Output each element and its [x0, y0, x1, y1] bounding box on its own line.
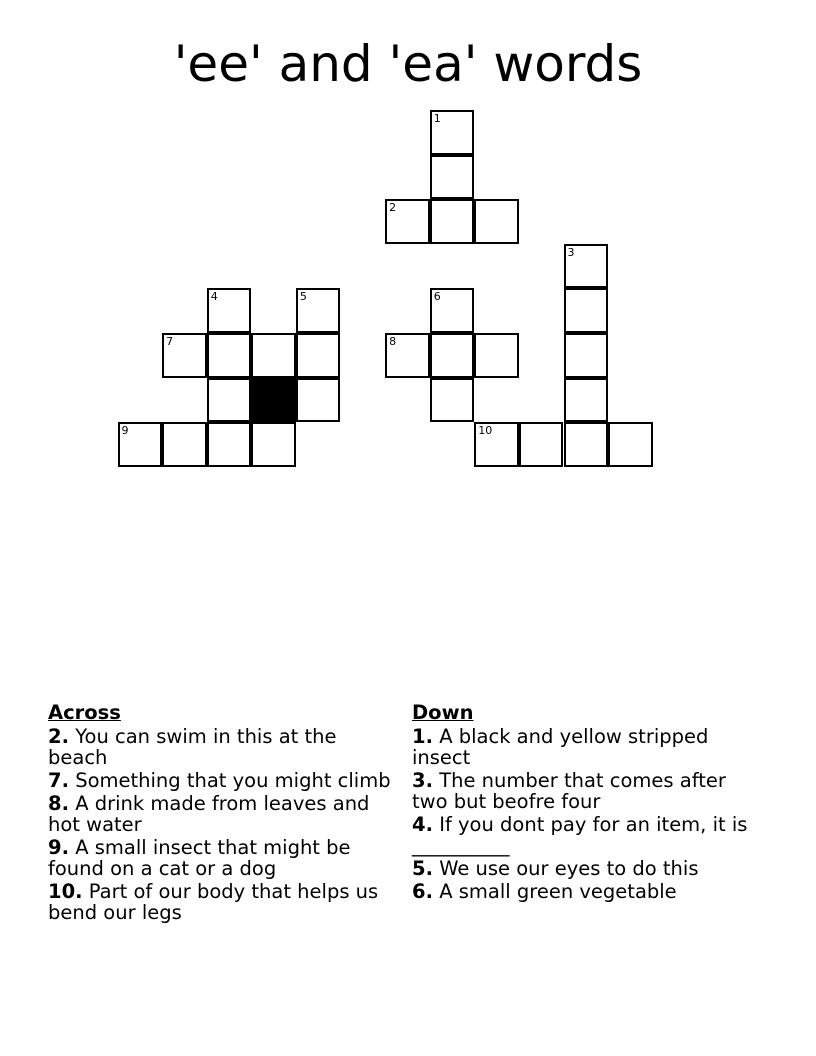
- grid-cell[interactable]: [207, 288, 252, 333]
- across-clues: [48, 702, 393, 925]
- puzzle-title: 'ee' and 'ea' words: [173, 35, 643, 93]
- grid-cell[interactable]: [296, 333, 341, 378]
- clue-number: 8.: [48, 792, 69, 815]
- grid-cell[interactable]: [474, 333, 519, 378]
- grid-block: [251, 378, 296, 423]
- grid-cell[interactable]: [251, 333, 296, 378]
- clue-text: A small insect that might be found on a cat or a dog: [48, 836, 351, 880]
- cell-number: 1: [433, 112, 441, 125]
- clue-number: 10.: [48, 880, 83, 903]
- grid-cell[interactable]: [430, 333, 475, 378]
- grid-cell[interactable]: [430, 378, 475, 423]
- clue-text: A small green vegetable: [439, 880, 677, 903]
- cell-number: 5: [299, 290, 307, 304]
- grid-cell[interactable]: [118, 422, 163, 467]
- grid-cell[interactable]: [385, 199, 430, 244]
- grid-cell[interactable]: [430, 199, 475, 244]
- grid-cell[interactable]: [385, 333, 430, 378]
- clue-across-8: [48, 793, 393, 835]
- clue-down-6: [412, 881, 752, 902]
- down-heading: Down: [412, 701, 474, 724]
- clue-text: The number that comes after two but beofre four: [412, 769, 726, 813]
- clue-number: 4.: [412, 813, 433, 836]
- grid-cell[interactable]: [296, 288, 341, 333]
- grid-cell[interactable]: [162, 422, 207, 467]
- grid-cell[interactable]: [564, 288, 609, 333]
- grid-cell[interactable]: [564, 422, 609, 467]
- clue-text: A drink made from leaves and hot water: [48, 792, 370, 836]
- clue-across-10: [48, 881, 393, 923]
- grid-cell[interactable]: [430, 155, 475, 200]
- clue-down-5: [412, 858, 752, 879]
- grid-cell[interactable]: [162, 333, 207, 378]
- down-clues: [412, 702, 752, 904]
- grid-cell[interactable]: [296, 378, 341, 423]
- crossword-grid: [0, 0, 816, 520]
- cell-number: 8: [389, 335, 397, 348]
- across-heading: Across: [48, 701, 121, 724]
- grid-cell[interactable]: [474, 199, 519, 244]
- clue-text: You can swim in this at the beach: [48, 725, 337, 769]
- clue-number: 6.: [412, 880, 433, 903]
- clue-across-9: [48, 837, 393, 879]
- clue-text: We use our eyes to do this: [439, 857, 699, 880]
- clue-number: 7.: [48, 769, 69, 792]
- clue-across-7: [48, 770, 393, 791]
- grid-cell[interactable]: [474, 422, 519, 467]
- grid-cell[interactable]: [608, 422, 653, 467]
- clue-number: 5.: [412, 857, 433, 880]
- grid-cell[interactable]: [564, 244, 609, 289]
- clue-number: 1.: [412, 725, 433, 748]
- cell-number: 10: [478, 424, 493, 438]
- clue-text: If you dont pay for an item, it is __________: [412, 813, 748, 857]
- clue-number: 2.: [48, 725, 69, 748]
- cell-number: 9: [121, 424, 129, 438]
- clue-text: Something that you might climb: [75, 769, 391, 792]
- grid-cell[interactable]: [207, 333, 252, 378]
- cell-number: 6: [433, 290, 441, 304]
- clue-down-1: [412, 726, 752, 768]
- clue-text: Part of our body that helps us bend our legs: [48, 880, 379, 924]
- grid-cell[interactable]: [564, 333, 609, 378]
- grid-cell[interactable]: [207, 422, 252, 467]
- clue-down-4: [412, 814, 752, 856]
- grid-cell[interactable]: [430, 110, 475, 155]
- clue-number: 3.: [412, 769, 433, 792]
- grid-cell[interactable]: [207, 378, 252, 423]
- grid-cell[interactable]: [430, 288, 475, 333]
- clue-number: 9.: [48, 836, 69, 859]
- clue-text: A black and yellow stripped insect: [412, 725, 709, 769]
- clue-down-3: [412, 770, 752, 812]
- cell-number: 3: [567, 245, 575, 259]
- grid-cell[interactable]: [519, 422, 564, 467]
- grid-cell[interactable]: [251, 422, 296, 467]
- cell-number: 4: [210, 290, 218, 304]
- grid-cell[interactable]: [564, 378, 609, 423]
- clue-across-2: [48, 726, 393, 768]
- cell-number: 2: [389, 201, 397, 215]
- cell-number: 7: [166, 335, 174, 348]
